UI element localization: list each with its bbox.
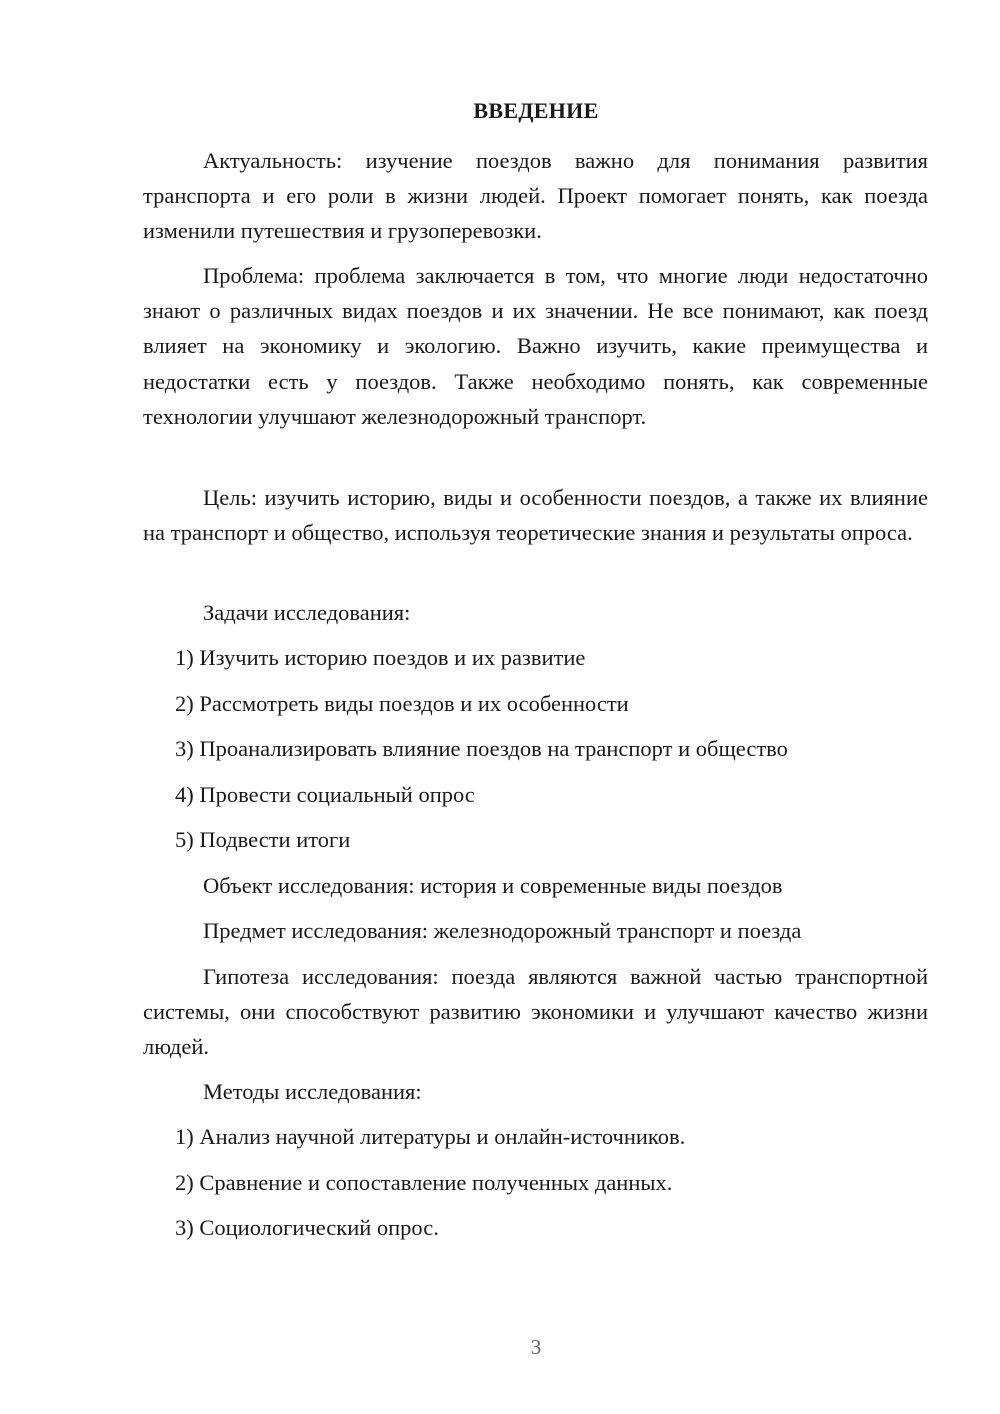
- method-item: 3) Социологический опрос.: [175, 1215, 439, 1240]
- paragraph-hypothesis: Гипотеза исследования: поезда являются важной частью транспортной системы, они способствуют развитию экономики и улучшают качество жизни людей.: [143, 964, 928, 1060]
- research-subject: Предмет исследования: железнодорожный транспорт и поезда: [203, 918, 802, 943]
- paragraph-relevance: Актуальность: изучение поездов важно для понимания развития транспорта и его роли в жизни людей. Проект помогает понять, как поезда изменили путешествия и грузоперевозки.: [143, 148, 928, 244]
- method-item: 2) Сравнение и сопоставление полученных данных.: [175, 1170, 673, 1195]
- task-item: 2) Рассмотреть виды поездов и их особенности: [175, 691, 629, 716]
- methods-heading: Методы исследования:: [203, 1079, 422, 1104]
- page-number: 3: [530, 1335, 542, 1359]
- tasks-heading: Задачи исследования:: [203, 600, 411, 625]
- task-item: 5) Подвести итоги: [175, 827, 351, 852]
- task-item: 1) Изучить историю поездов и их развитие: [175, 645, 586, 670]
- page-title: ВВЕДЕНИЕ: [473, 98, 599, 123]
- paragraph-problem: Проблема: проблема заключается в том, что многие люди недостаточно знают о различных видах поездов и их значении. Не все понимают, как поезд влияет на экономику и экологию. Важно изучить, какие преимущества и недостатки есть у поездов. Также необходимо понять, как современные технологии улучшают железнодорожный транспорт.: [143, 263, 928, 429]
- method-item: 1) Анализ научной литературы и онлайн-источников.: [175, 1124, 686, 1149]
- task-item: 3) Проанализировать влияние поездов на транспорт и общество: [175, 736, 788, 761]
- task-item: 4) Провести социальный опрос: [175, 782, 475, 807]
- research-object: Объект исследования: история и современные виды поездов: [203, 873, 783, 898]
- paragraph-goal: Цель: изучить историю, виды и особенности поездов, а также их влияние на транспорт и общество, используя теоретические знания и результаты опроса.: [143, 485, 928, 546]
